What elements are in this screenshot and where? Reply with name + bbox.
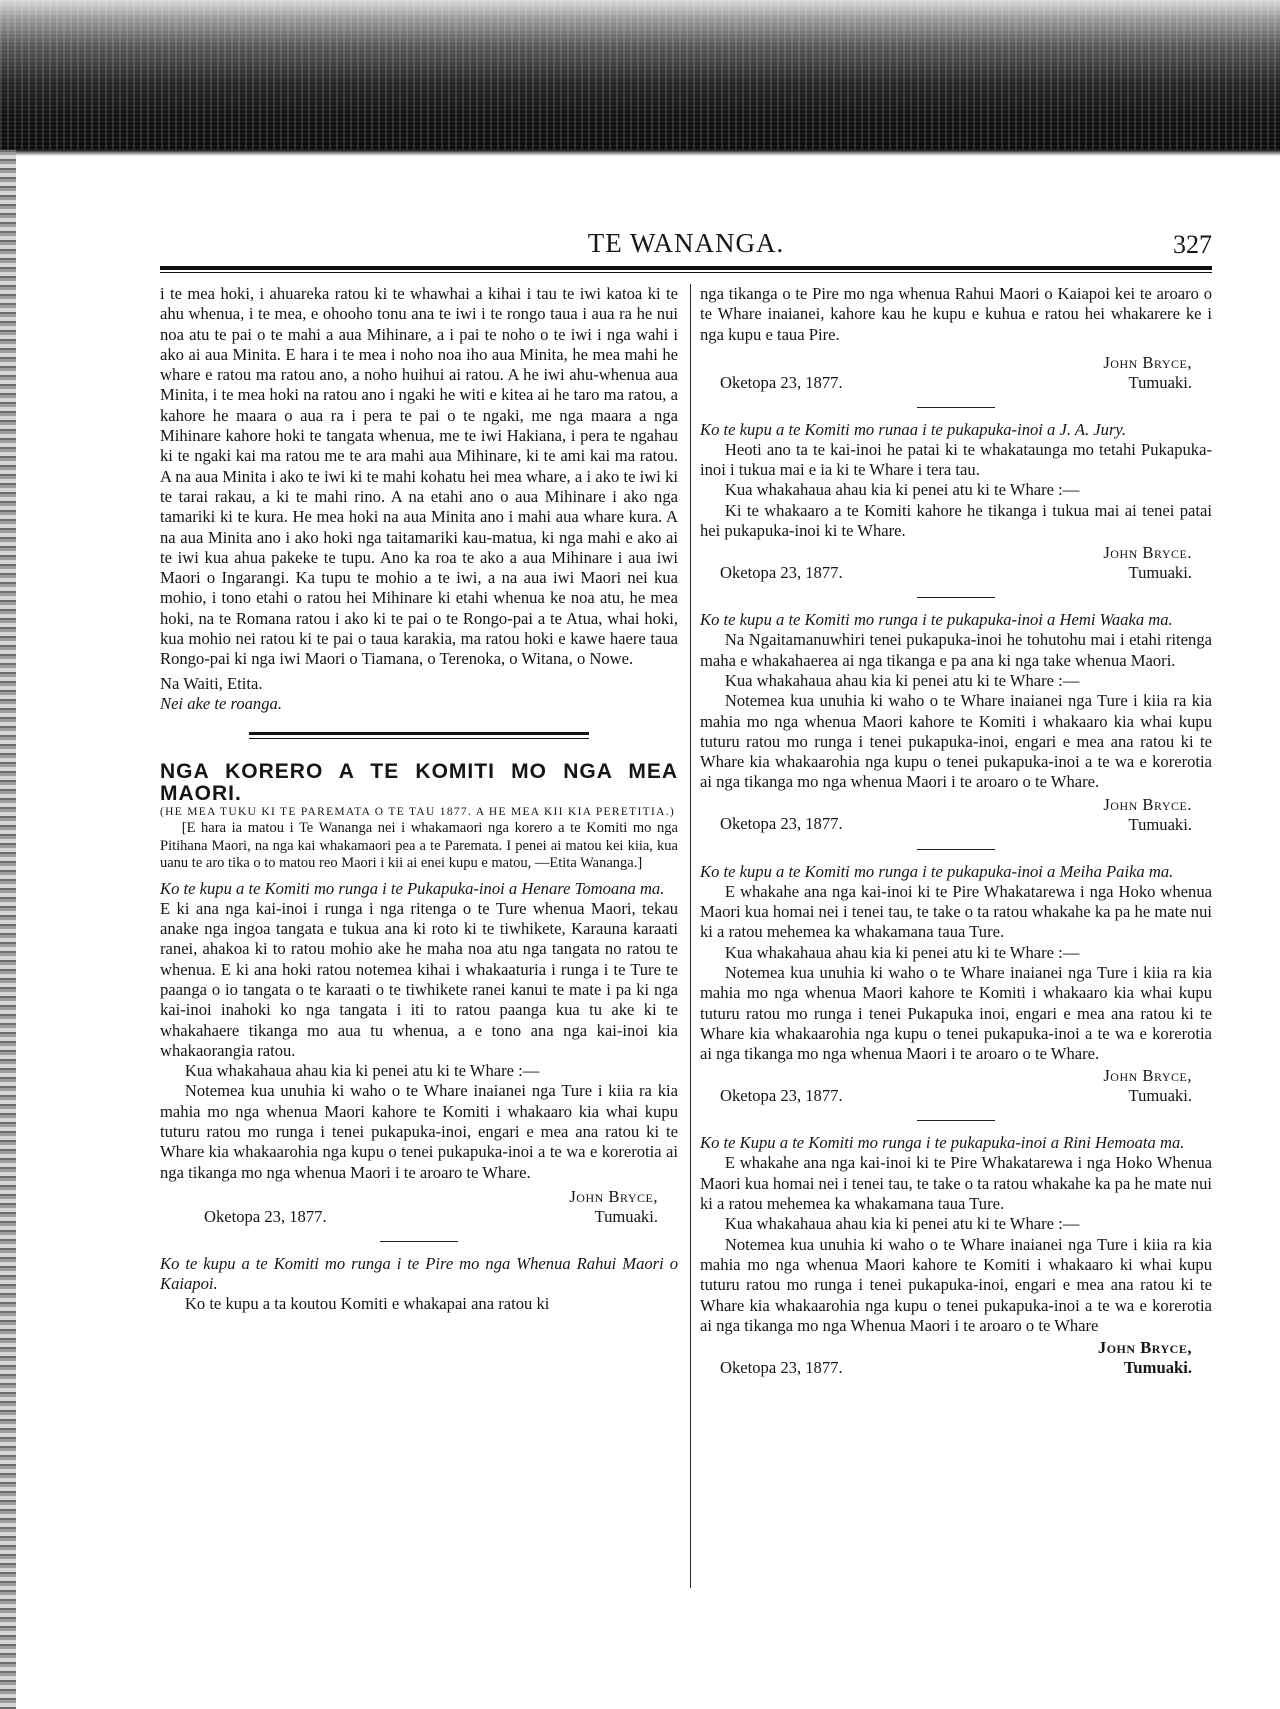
scan-top-border	[0, 0, 1280, 150]
column-divider	[690, 284, 691, 1588]
signature-row	[700, 543, 1212, 583]
signatory: John Bryce,	[1103, 1066, 1192, 1086]
right-column	[700, 284, 1212, 1378]
report-paragraph: E whakahe ana nga kai-inoi ki te Pire Whakatarewa i nga Hoko Whenua Maori kua homai nei i tenei tau, te take o ta ratou whakahe ka pa he mate nui ki a ratou mehemea ka whakamana taua Ture.	[700, 1153, 1212, 1214]
report-paragraph: E ki ana nga kai-inoi i runga i nga ritenga o te Ture whenua Maori, tekau anake nga ingoa tangata e tukua ana ki roto ki te tiwhikete, Karauna karaati ranei, ahakoa ki to ratou mohio ake he maha noa atu nga tangata no ratou te whenua. E ki ana hoki ratou notemea kihai i whakaaturia i runga i te Ture te paanga o io tangata o te karaati o te tiwhikete ranei kanui te mate i pa ki nga kai-inoi inahoki ko nga tangata i iti to ratou paanga kua tu ake ki te whakahaere tikanga mo aua tu whenua, a e tono ana nga kai-inoi kia whakaorangia ratou.	[160, 898, 678, 1060]
report-separator	[917, 849, 995, 850]
signature-row	[700, 353, 1212, 393]
signatory-role: Tumuaki.	[594, 1206, 658, 1226]
signatory: John Bryce.	[1103, 794, 1192, 814]
report-heading: Ko te kupu a te Komiti mo runga i te Pire mo nga Whenua Rahui Maori o Kaiapoi.	[160, 1253, 678, 1293]
report-paragraph: Kua whakahaua ahau kia ki penei atu ki te Whare :—	[724, 1214, 1080, 1234]
signature-block	[569, 1187, 678, 1227]
signature-block	[1103, 1066, 1212, 1106]
signature-row	[160, 1187, 678, 1227]
signatory-role: Tumuaki.	[1128, 563, 1192, 583]
section-subtitle: (HE MEA TUKU KI TE PAREMATA O TE TAU 1877. A HE MEA KII KIA PERETITIA.)	[160, 806, 675, 819]
page-header	[160, 228, 1212, 264]
report-date: Oketopa 23, 1877.	[720, 1086, 843, 1106]
section-title: NGA KORERO A TE KOMITI MO NGA MEA MAORI.	[160, 760, 678, 806]
report-paragraph: Ki te whakaaro a te Komiti kahore he tikanga i tukua mai ai tenei patai hei pukapuka-inoi ki te Whare.	[700, 500, 1212, 541]
report-paragraph: Kua whakahaua ahau kia ki penei atu ki te Whare :—	[724, 480, 1080, 500]
signature-block	[1098, 1338, 1212, 1378]
header-rule	[160, 266, 1212, 273]
article-continuation: i te mea hoki, i ahuareka ratou ki te whawhai a kihai i tau te iwi katoa ki te ahu whenua, i te mea, e ohooho tonu ana te iwi i te rongo taua i aua ra he nui noa atu te pai o te mahi a aua Mihinare, a i pai te noho o te iwi i nga wahi i ako ai aua Minita. E hara i te mea i noho noa iho aua Minita, he mea mahi he whare e ratou ma ratou ano, a noho huihui ai ratou. A he iwi ahu-whenua aua Minita, i te mea hoki na ratou ano i ngaki he witi e kitea ai he taro ma ratou, a kahore he maara o aua ra i pera te pai o te ngaki, me nga maara a nga Mihinare kahore hoki te tangata whenua, me te iwi Hakiana, i pera te ngahau ki te ngaki kai ma ratou me te ara mahi aua Mihinare, ki te ami kai ma ratou. A na aua Minita i ako te iwi ki te mahi kohatu hei mea whare, a i ako te iwi ki te tarai rakau, a ki te mahi rino. A na etahi ano o aua Mihinare i ako nga tamariki ki te kura. He mea hoki na aua Minita ano i mahi aua whare kura. A na aua Minita ano i ako hoki nga taitamariki kau-matua, ki nga mahi e ako ai te iwi kua ahua pakeke te tupu. Ano ka roa te ako a aua Mihinare i aua iwi Maori o Ingarangi. Ka tupu te mohio a te iwi, a na aua iwi Maori nei kua mohio, i tono etahi o ratou hei Mihinare ki etahi whenua ke noa atu, he mea hoki, na te Romana ratou i ako ki te pai o te Rongo-pai a te Atua, whai hoki, kua mohio nei ratou ki te pai o taua karakia, ma ratou hoki e kawe haere taua Rongo-pai ki nga iwi Maori o Tiamana, o Terenoka, o Witana, o Nowe.	[160, 284, 678, 669]
scan-page-edge	[16, 150, 1280, 156]
signature-block	[1103, 543, 1212, 583]
report-date: Oketopa 23, 1877.	[204, 1206, 327, 1226]
editor-bracket-note: [E hara ia matou i Te Wananga nei i whakamaori nga korero a te Komiti mo nga Pitihana Maori, na nga kai whakamaori pea a te Paremata. I penei ai matou kei kiia, kua uanu te aro tika o to matou reo Maori i kii ai enei kupu e matou, —Etita Wananga.]	[160, 820, 678, 872]
left-column	[160, 284, 678, 1314]
report-separator	[917, 407, 995, 408]
report-heading: Ko te Kupu a te Komiti mo runga i te pukapuka-inoi a Rini Hemoata ma.	[700, 1133, 1185, 1153]
signatory: John Bryce,	[1103, 352, 1192, 372]
signatory: John Bryce.	[1103, 543, 1192, 563]
signature-row	[700, 795, 1212, 835]
signatory-role: Tumuaki.	[1128, 814, 1192, 834]
report-heading: Ko te kupu a te Komiti mo runga i te pukapuka-inoi a Meiha Paika ma.	[700, 861, 1174, 881]
section-divider	[249, 732, 589, 739]
report-paragraph: Kua whakahaua ahau kia ki penei atu ki te Whare :—	[184, 1061, 540, 1081]
report-heading: Ko te kupu a te Komiti mo runga i te Pukapuka-inoi a Henare Tomoana ma.	[160, 878, 665, 898]
report-separator	[917, 597, 995, 598]
report-paragraph: Notemea kua unuhia ki waho o te Whare inaianei nga Ture i kiia ra kia mahia mo nga whenua Maori kahore te Komiti i whakaaro kia whai kupu tuturu ratou mo runga i tenei pukapuka-inoi, engari e mea ana ratou ki te Whare kia whakaarohia nga kupu o tenei pukapuka-inoi a te wa e korerotia ai nga tikanga mo nga whenua Maori i te aroaro o te Whare.	[700, 691, 1212, 792]
report-date: Oketopa 23, 1877.	[720, 563, 843, 583]
signature-block	[1103, 353, 1212, 393]
report-paragraph: E whakahe ana nga kai-inoi ki te Pire Whakatarewa i nga Hoko whenua Maori kua homai nei i tenei tau, te take o ta ratou whakahe ka pa he mate nui ki a ratou mehemea ka whakamana taua Ture.	[700, 881, 1212, 942]
report-separator	[917, 1120, 995, 1121]
report-date: Oketopa 23, 1877.	[720, 1357, 843, 1377]
editor-signoff: Na Waiti, Etita.	[160, 673, 263, 693]
report-paragraph: Heoti ano ta te kai-inoi he patai ki te whakataunga mo tetahi Pukapuka-inoi i tukua mai e ia ki te Whare i tera tau.	[700, 439, 1212, 480]
report-paragraph: Na Ngaitamanuwhiri tenei pukapuka-inoi he tohutohu mai i etahi ritenga maha e whakahaerea ai nga tikanga e pa ana ki nga take whenua Maori.	[700, 630, 1212, 670]
report-paragraph: nga tikanga o te Pire mo nga whenua Rahui Maori o Kaiapoi kei te aroaro o te Whare inaianei, kahore kau he kupu e kuhua e ratou hei whakarere ke i nga kupu e taua Pire.	[700, 284, 1212, 344]
report-paragraph: Notemea kua unuhia ki waho o te Whare inaianei nga Ture i kiia ra kia mahia mo nga whenua Maori kahore te Komiti i whakaaro ki whai kupu tuturu ratou mo runga i tenei pukapuka-inoi, engari e mea ana ratou ki te Whare kia whakaarohia nga kupu o tenei pukapuka-inoi a te wa e korerotia ai nga tikanga mo nga Whenua Maori i te aroaro o te Whare	[700, 1234, 1212, 1335]
signatory-role: Tumuaki.	[1123, 1358, 1192, 1378]
signature-row	[700, 1066, 1212, 1106]
report-date: Oketopa 23, 1877.	[720, 814, 843, 834]
signatory: John Bryce,	[569, 1186, 658, 1206]
report-separator	[380, 1241, 458, 1242]
signatory-role: Tumuaki.	[1128, 1086, 1192, 1106]
report-paragraph: Notemea kua unuhia ki waho o te Whare inaianei nga Ture i kiia ra kia mahia mo nga whenua Maori kahore te Komiti i whakaaro kia whai kupu tuturu ratou mo runga i tenei pukapuka-inoi, engari e mea ana ratou ki te Whare kia whakaarohia nga kupu o tenei pukapuka-inoi a te wa e korerotia ai nga tikanga mo nga whenua Maori i te aroaro te Whare.	[160, 1081, 678, 1182]
editor-note: Nei ake te roanga.	[160, 693, 282, 713]
report-heading: Ko te kupu a te Komiti mo runaa i te pukapuka-inoi a J. A. Jury.	[700, 419, 1127, 439]
report-heading: Ko te kupu a te Komiti mo runga i te pukapuka-inoi a Hemi Waaka ma.	[700, 610, 1173, 630]
signatory: John Bryce,	[1097, 1338, 1192, 1358]
scan-left-border	[0, 150, 16, 1709]
report-paragraph: Kua whakahaua ahau kia ki penei atu ki te Whare :—	[724, 942, 1080, 962]
report-paragraph: Kua whakahaua ahau kia ki penei atu ki te Whare :—	[724, 670, 1080, 690]
signature-block	[1103, 795, 1212, 835]
report-paragraph: Ko te kupu a ta koutou Komiti e whakapai ana ratou ki	[184, 1293, 550, 1313]
signatory-role: Tumuaki.	[1128, 372, 1192, 392]
report-date: Oketopa 23, 1877.	[720, 372, 843, 392]
running-title: TE WANANGA.	[587, 228, 785, 258]
signature-row	[700, 1338, 1212, 1378]
page-number: 327	[1173, 230, 1212, 259]
report-paragraph: Notemea kua unuhia ki waho o te Whare inaianei nga Ture i kiia ra kia mahia mo nga whenua Maori kahore te Komiti i whakaaro kia whai kupu tuturu ratou mo runga i tenei Pukapuka inoi, engari e mea ana ratou ki te Whare kia whakaarohia nga kupu o tenei pukapuka-inoi a te wa e korerotia ai nga tikanga mo nga whenua Maori i te aroaro o te Whare.	[700, 962, 1212, 1064]
